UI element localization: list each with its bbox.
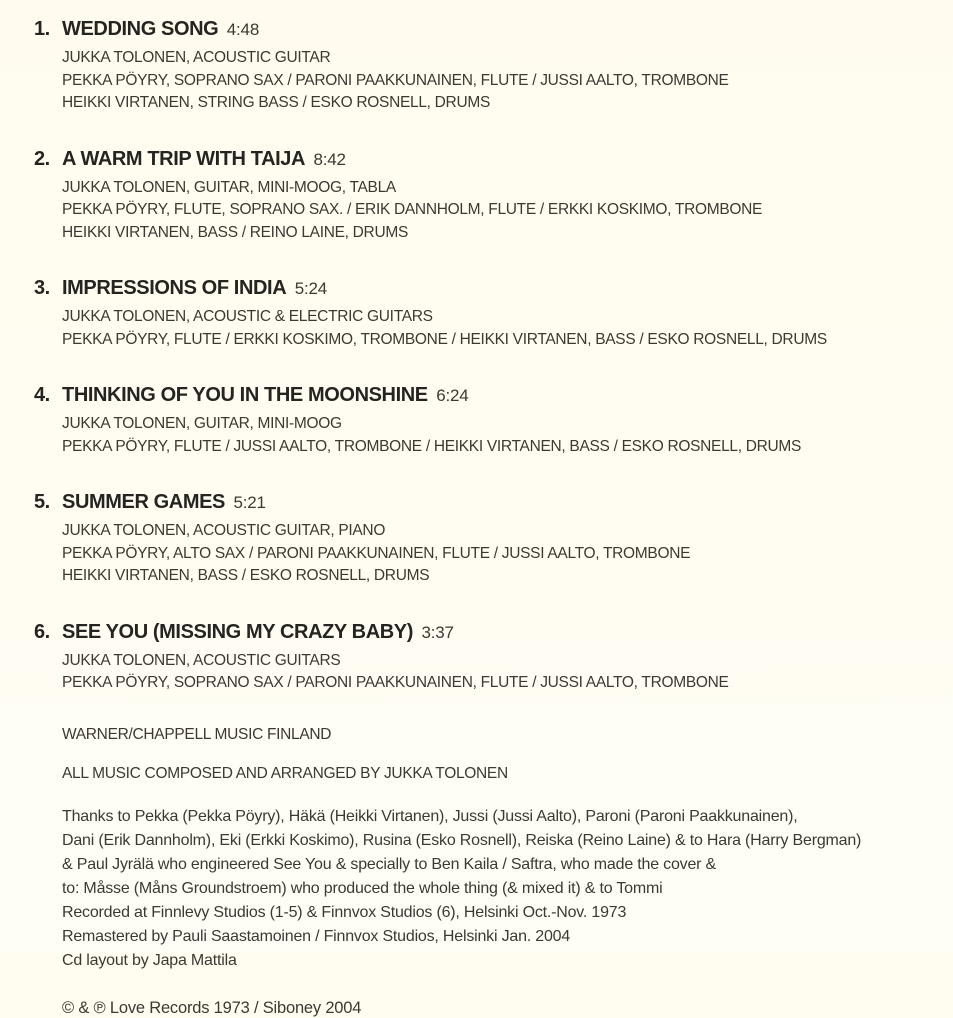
track-heading xyxy=(62,382,923,410)
track-heading xyxy=(62,16,923,44)
track-body xyxy=(62,16,923,115)
track-item-5 xyxy=(34,489,923,588)
track-body xyxy=(62,489,923,588)
track-number: 2. xyxy=(34,147,50,170)
track-heading xyxy=(62,146,923,174)
track-credit-line: HEIKKI VIRTANEN, BASS / REINO LAINE, DRUMS xyxy=(62,223,408,241)
track-item-6 xyxy=(34,619,923,695)
track-item-3 xyxy=(34,275,923,351)
track-duration: 8:42 xyxy=(313,149,346,169)
track-credit-line: PEKKA PÖYRY, FLUTE / ERKKI KOSKIMO, TROMBONE / HEIKKI VIRTANEN, BASS / ESKO ROSNELL, DRUMS xyxy=(62,330,827,348)
track-title: THINKING OF YOU IN THE MOONSHINE xyxy=(62,384,428,406)
track-number: 6. xyxy=(34,620,50,643)
track-body xyxy=(62,619,923,695)
track-title: WEDDING SONG xyxy=(62,18,219,40)
publisher-line: WARNER/CHAPPELL MUSIC FINLAND xyxy=(62,725,332,743)
track-item-1 xyxy=(34,16,923,115)
copyright-line: © & ℗ Love Records 1973 / Siboney 2004 xyxy=(62,998,362,1017)
track-item-2 xyxy=(34,146,923,245)
track-credit-line: JUKKA TOLONEN, GUITAR, MINI-MOOG, TABLA xyxy=(62,178,396,196)
track-body xyxy=(62,275,923,351)
thanks-paragraph xyxy=(62,805,923,973)
track-title: SUMMER GAMES xyxy=(62,491,225,513)
track-duration: 5:21 xyxy=(233,493,266,512)
track-credit-line: PEKKA PÖYRY, SOPRANO SAX / PARONI PAAKKUNAINEN, FLUTE / JUSSI AALTO, TROMBONE xyxy=(62,674,729,691)
track-duration: 3:37 xyxy=(421,622,454,642)
track-number: 3. xyxy=(34,277,50,299)
thanks-line: to: Måsse (Måns Groundstroem) who produced the whole thing (& mixed it) & to Tommi xyxy=(62,879,663,897)
track-credit-line: JUKKA TOLONEN, ACOUSTIC GUITAR, PIANO xyxy=(62,522,386,539)
track-body xyxy=(62,382,923,458)
track-title: IMPRESSIONS OF INDIA xyxy=(62,277,287,299)
track-credit-line: JUKKA TOLONEN, ACOUSTIC & ELECTRIC GUITARS xyxy=(62,308,433,325)
track-credit-line: JUKKA TOLONEN, GUITAR, MINI-MOOG xyxy=(62,415,342,432)
thanks-line: Thanks to Pekka (Pekka Pöyry), Häkä (Heikki Virtanen), Jussi (Jussi Aalto), Paroni (Paroni Paakkunainen), xyxy=(62,807,798,825)
composer-note-line: ALL MUSIC COMPOSED AND ARRANGED BY JUKKA TOLONEN xyxy=(62,764,508,782)
track-title: SEE YOU (MISSING MY CRAZY BABY) xyxy=(62,620,413,643)
track-credit-line: PEKKA PÖYRY, FLUTE, SOPRANO SAX. / ERIK DANNHOLM, FLUTE / ERKKI KOSKIMO, TROMBONE xyxy=(62,201,763,218)
thanks-line: Dani (Erik Dannholm), Eki (Erkki Koskimo), Rusina (Esko Rosnell), Reiska (Reino Laine) & to Hara (Harry Bergman) xyxy=(62,831,862,849)
track-body xyxy=(62,146,923,245)
track-duration: 4:48 xyxy=(226,20,260,39)
track-credit-line: HEIKKI VIRTANEN, STRING BASS / ESKO ROSNELL, DRUMS xyxy=(62,94,490,111)
thanks-line: Recorded at Finnlevy Studios (1-5) & Finnvox Studios (6), Helsinki Oct.-Nov. 1973 xyxy=(62,903,627,921)
track-heading xyxy=(62,619,923,647)
track-credit-line: PEKKA PÖYRY, FLUTE / JUSSI AALTO, TROMBONE / HEIKKI VIRTANEN, BASS / ESKO ROSNELL, DRUMS xyxy=(62,437,802,455)
track-duration: 5:24 xyxy=(294,279,327,298)
track-duration: 6:24 xyxy=(436,386,469,405)
thanks-line: Cd layout by Japa Mattila xyxy=(62,951,237,969)
track-number: 4. xyxy=(34,384,50,406)
track-number: 5. xyxy=(34,491,50,513)
track-credit-line: PEKKA PÖYRY, ALTO SAX / PARONI PAAKKUNAINEN, FLUTE / JUSSI AALTO, TROMBONE xyxy=(62,544,691,562)
track-credit-line: PEKKA PÖYRY, SOPRANO SAX / PARONI PAAKKUNAINEN, FLUTE / JUSSI AALTO, TROMBONE xyxy=(62,71,729,89)
track-title: A WARM TRIP WITH TAIJA xyxy=(62,147,306,170)
track-credit-line: JUKKA TOLONEN, ACOUSTIC GUITARS xyxy=(62,651,341,669)
thanks-line: & Paul Jyrälä who engineered See You & specially to Ben Kaila / Saftra, who made the cover & xyxy=(62,855,717,873)
track-item-4 xyxy=(34,382,923,458)
track-heading xyxy=(62,489,923,517)
track-heading xyxy=(62,275,923,303)
track-number: 1. xyxy=(34,18,50,40)
thanks-line: Remastered by Pauli Saastamoinen / Finnvox Studios, Helsinki Jan. 2004 xyxy=(62,927,571,945)
track-credit-line: HEIKKI VIRTANEN, BASS / ESKO ROSNELL, DRUMS xyxy=(62,567,430,584)
track-credit-line: JUKKA TOLONEN, ACOUSTIC GUITAR xyxy=(62,49,331,66)
